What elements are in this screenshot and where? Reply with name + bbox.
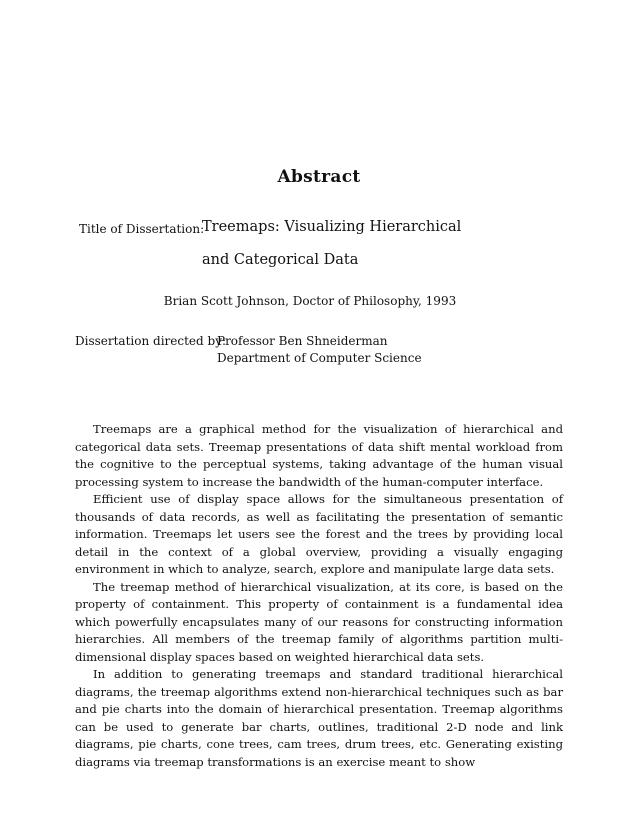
dissertation-title-line-2: and Categorical Data	[202, 252, 359, 268]
director-label: Dissertation directed by:	[75, 334, 227, 348]
abstract-paragraph: Treemaps are a graphical method for the visualization of hierarchical and categorical data sets. Treemap presentations of data shift mental workload from the cognitive to the perceptual systems, taking advantage of the human visual processing system to increase the bandwidth of the human-computer interface.	[75, 422, 563, 489]
dissertation-title-line-1: Treemaps: Visualizing Hierarchical	[202, 219, 462, 235]
abstract-paragraph: Efficient use of display space allows for the simultaneous presentation of thousands of data records, as well as facilitating the presentation of semantic information. Treemaps let users see the forest and the trees by providing local detail in the context of a global overview, providing a visually engaging environment in which to analyze, search, explore and manipulate large data sets.	[75, 492, 563, 576]
abstract-paragraph: The treemap method of hierarchical visualization, at its core, is based on the property of containment. This property of containment is a fundamental idea which powerfully encapsulates many of our reasons for constructing information hierarchies. All members of the treemap family of algorithms partition multi-dimensional display spaces based on weighted hierarchical data sets.	[75, 579, 563, 664]
author-line: Brian Scott Johnson, Doctor of Philosophy, 1993	[163, 294, 457, 308]
abstract-heading: Abstract	[277, 167, 361, 187]
abstract-paragraph: In addition to generating treemaps and standard traditional hierarchical diagrams, the treemap algorithms extend non-hierarchical techniques such as bar and pie charts into the domain of hierarchical presentation. Treemap algorithms can be used to generate bar charts, outlines, traditional 2-D node and link diagrams, pie charts, cone trees, cam trees, drum trees, etc. Generating existing diagrams via treemap transformations is an exercise meant to show	[75, 667, 563, 769]
director-department: Department of Computer Science	[217, 351, 422, 365]
title-label: Title of Dissertation:	[79, 222, 205, 236]
director-name: Professor Ben Shneiderman	[217, 334, 388, 348]
abstract-body	[75, 421, 563, 771]
